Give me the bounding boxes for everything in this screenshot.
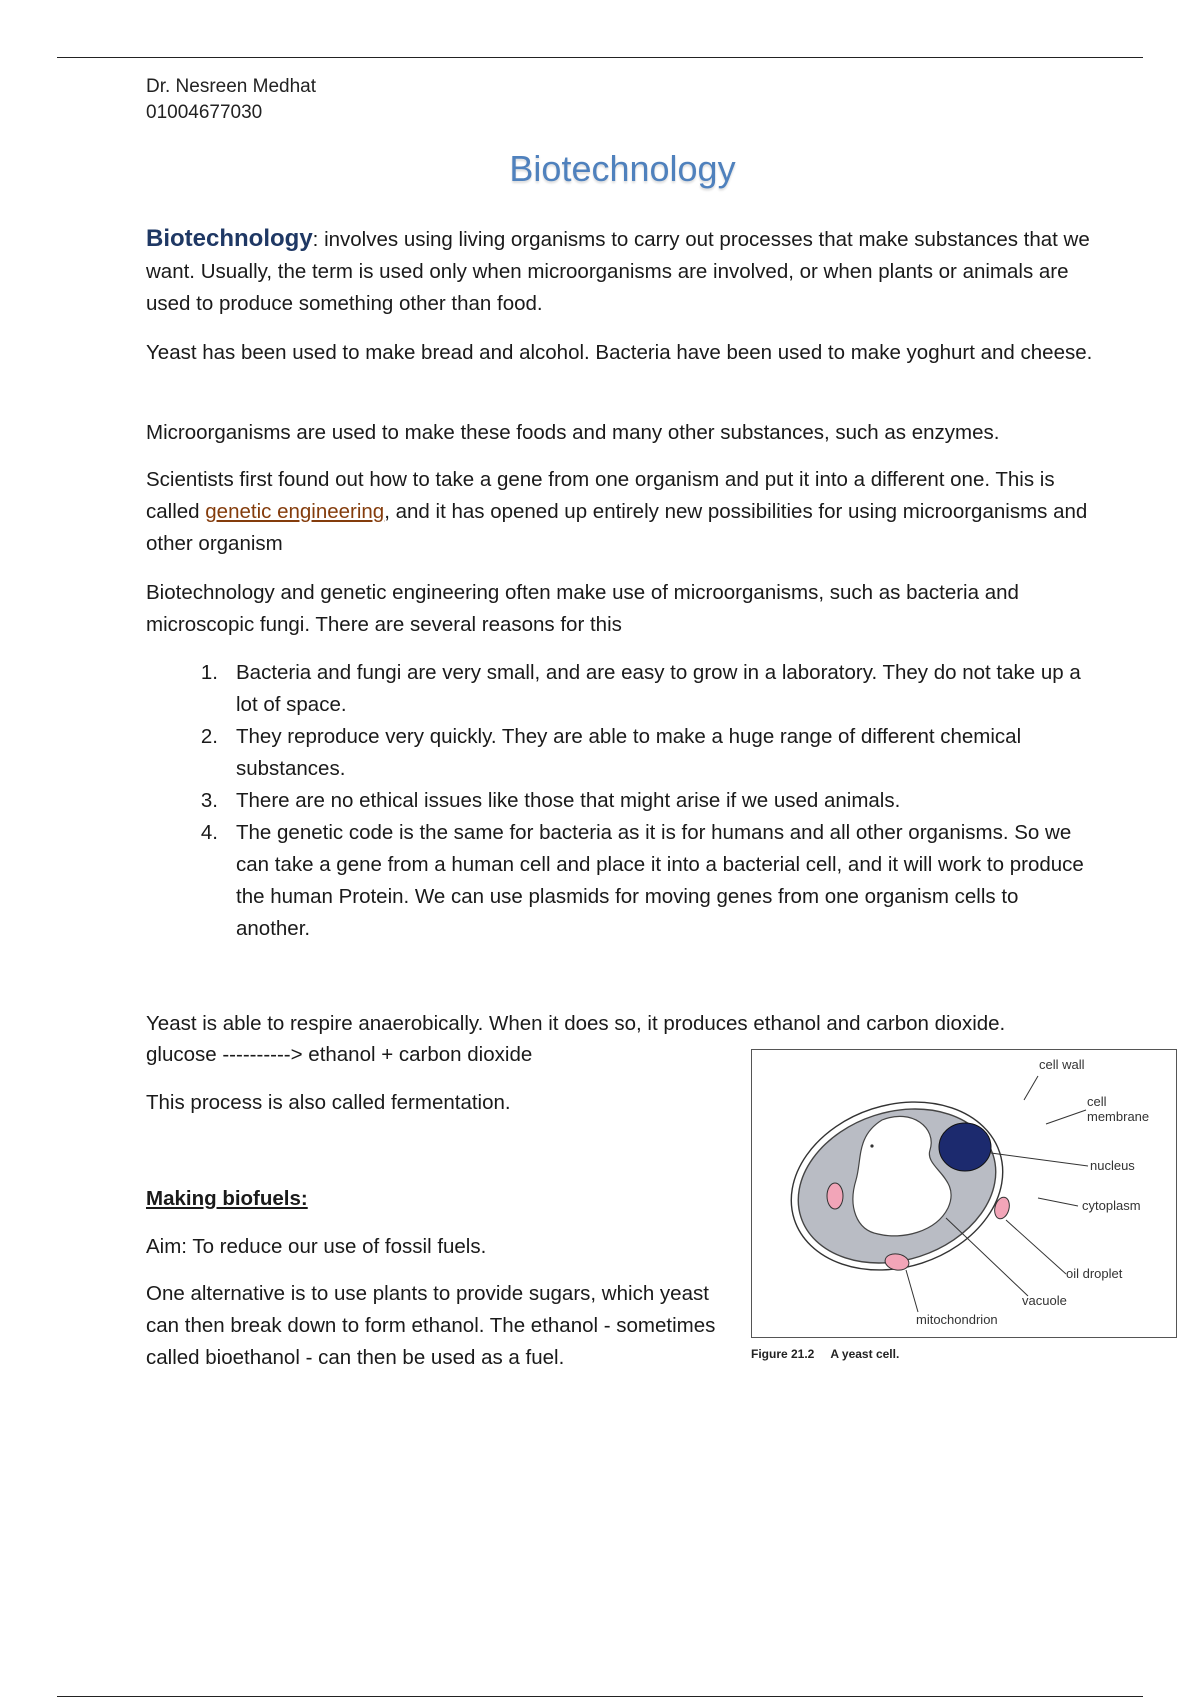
top-rule [57, 57, 1143, 58]
yeast-bread-paragraph: Yeast has been used to make bread and alcohol. Bacteria have been used to make yoghurt and cheese. [146, 341, 1093, 364]
author-block [146, 74, 316, 126]
list-number: 3. [200, 789, 218, 812]
caption-text: A yeast cell. [830, 1347, 900, 1361]
cytoplasm-dot [870, 1144, 873, 1147]
yeast-cell-diagram [752, 1050, 1176, 1337]
cell-wall-line [1024, 1076, 1038, 1100]
label-cell: cell [1087, 1094, 1107, 1109]
list-text: Bacteria and fungi are very small, and are easy to grow in a laboratory. They do not take up a lot of space. [236, 661, 1081, 716]
label-cell-wall: cell wall [1039, 1057, 1085, 1072]
fermentation-paragraph: This process is also called fermentation. [146, 1091, 511, 1114]
intro-definition: : involves using living organisms to carry out processes that make substances that we want. Usually, the term is used only when microorganisms are involved, or when plants or animals are used to produce something other than food. [146, 228, 1090, 315]
respire-paragraph: Yeast is able to respire anaerobically. When it does so, it produces ethanol and carbon dioxide. [146, 1012, 1006, 1035]
page-title: Biotechnology [509, 148, 736, 189]
intro-term: Biotechnology [146, 225, 313, 252]
label-nucleus: nucleus [1090, 1158, 1135, 1173]
cell-membrane-line [1046, 1110, 1086, 1124]
reasons-list [146, 657, 1096, 945]
yeast-cell-figure [751, 1049, 1177, 1338]
list-text: There are no ethical issues like those that might arise if we used animals. [236, 789, 901, 812]
nucleus-shape [939, 1123, 991, 1171]
oil-droplet-line [1006, 1220, 1066, 1274]
intro-paragraph [146, 223, 1096, 320]
list-number: 1. [200, 661, 218, 684]
list-item [146, 657, 1096, 721]
caption-number: Figure 21.2 [751, 1347, 815, 1361]
list-number: 2. [200, 725, 218, 748]
cytoplasm-line [1038, 1198, 1078, 1206]
mitochondrion-line [906, 1270, 918, 1312]
list-item [146, 817, 1096, 945]
vacuole-line [946, 1218, 1028, 1296]
genetic-engineering-link[interactable]: genetic engineering [205, 500, 385, 523]
oil-droplet-shape [827, 1183, 843, 1209]
label-membrane: membrane [1087, 1109, 1150, 1124]
figure-caption [751, 1347, 899, 1361]
label-vacuole: vacuole [1022, 1293, 1067, 1308]
biofuels-body: One alternative is to use plants to provide sugars, which yeast can then break down to form ethanol. The ethanol - sometimes called bioethanol - can then be used as a fuel. [146, 1282, 716, 1369]
list-item [146, 721, 1096, 785]
nucleus-line [991, 1153, 1088, 1166]
biofuels-aim: Aim: To reduce our use of fossil fuels. [146, 1235, 487, 1258]
label-cytoplasm: cytoplasm [1082, 1198, 1141, 1213]
biofuels-heading: Making biofuels: [146, 1187, 308, 1210]
bottom-rule [57, 1696, 1143, 1697]
list-text: The genetic code is the same for bacteria as it is for humans and all other organisms. So we can take a gene from a human cell and place it into a bacterial cell, and it will work to produce the human Protein. We can use plasmids for moving genes from one organism cells to another. [236, 821, 1084, 940]
genetic-engineering-paragraph [146, 464, 1096, 560]
genetic-after: , and it has opened up entirely new possibilities for using microorganisms and other organism [146, 500, 1088, 555]
author-name: Dr. Nesreen Medhat [146, 76, 317, 97]
label-mitochondrion: mitochondrion [916, 1312, 998, 1327]
genetic-before: Scientists first found out how to take a gene from one organism and put it into a different one. This is called [146, 468, 1055, 523]
list-item [146, 785, 1096, 817]
microorganisms-paragraph: Microorganisms are used to make these foods and many other substances, such as enzymes. [146, 421, 1000, 444]
list-number: 4. [200, 821, 218, 844]
reasons-intro-paragraph: Biotechnology and genetic engineering often make use of microorganisms, such as bacteria and microscopic fungi. There are several reasons for this [146, 581, 1019, 636]
fermentation-equation: glucose ----------> ethanol + carbon dioxide [146, 1043, 533, 1066]
label-oil-droplet: oil droplet [1066, 1266, 1123, 1281]
author-phone: 01004677030 [146, 102, 263, 123]
list-text: They reproduce very quickly. They are able to make a huge range of different chemical substances. [236, 725, 1022, 780]
